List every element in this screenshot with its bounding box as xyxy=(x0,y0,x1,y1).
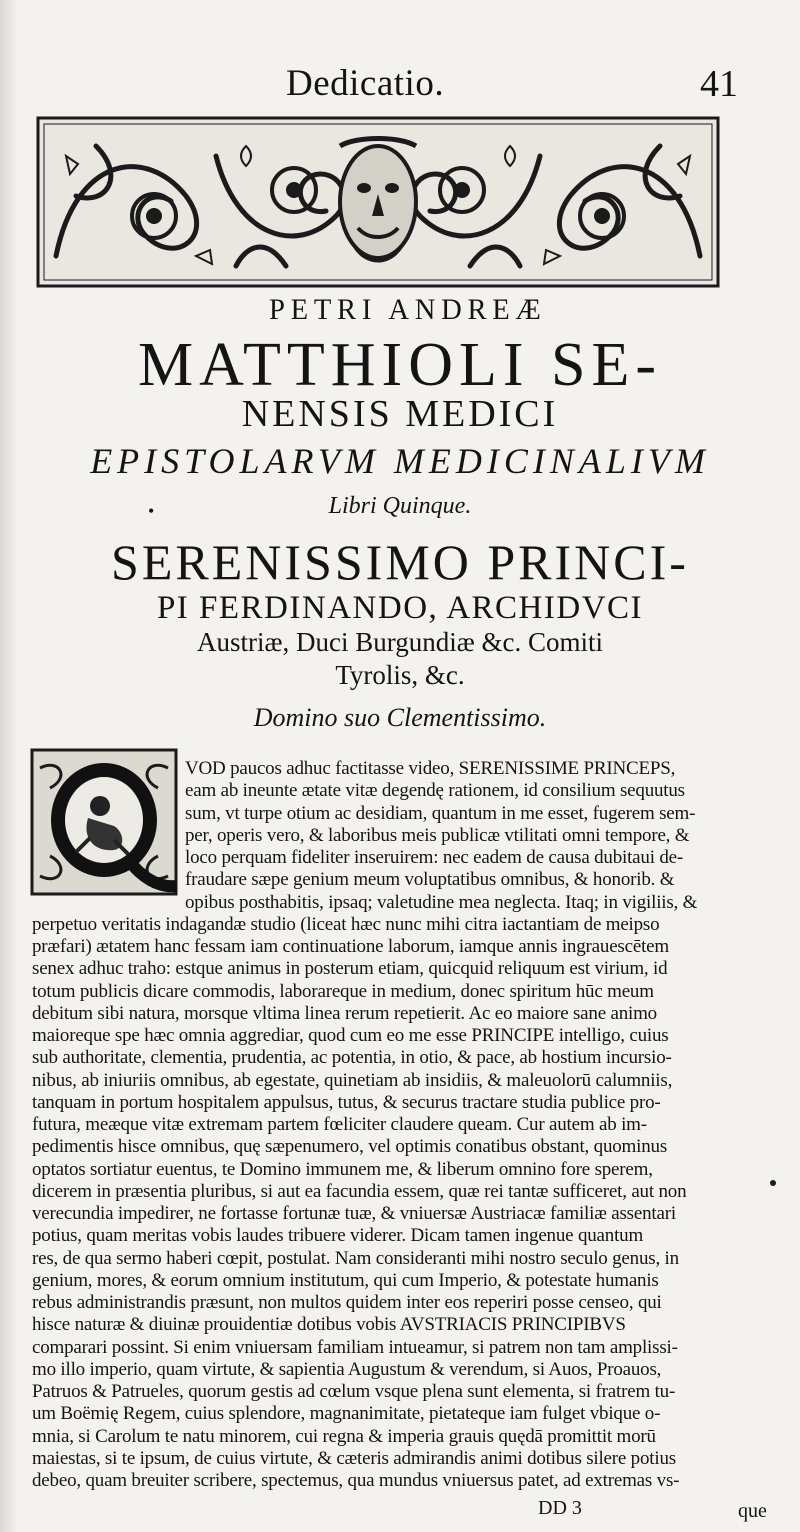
body-line: mo illo imperio, quam virtute, & sapientia Augustum & verendum, si Auos, Proauos, xyxy=(32,1358,662,1380)
body-line: fraudare sæpe genium meum voluptatibus omnibus, & honorib. & xyxy=(185,869,675,891)
body-line: debitum sibi natura, morsque vltima linea rerum repetierit. Ac eo maiore sane animo xyxy=(32,1002,657,1024)
decorated-initial-q xyxy=(30,748,178,896)
catchword: que xyxy=(738,1500,767,1522)
dedication-line-4: Tyrolis, &c. xyxy=(335,660,465,690)
body-line: per, operis vero, & laboribus meis publicæ vtilitati omni tempore, & xyxy=(185,824,690,846)
body-line: rebus administrandis præsunt, non multos quidem inter eos reperiri posse censeo, qui xyxy=(32,1292,662,1313)
body-line: maiestas, si te ipsum, de cuius virtute, & cæteris admirandis animi dotibus silere potius xyxy=(32,1447,676,1469)
work-title: EPISTOLARVM MEDICINALIVM xyxy=(90,441,710,481)
body-line: potius, quam meritas vobis laudes tribuere viderer. Dicam tamen ingenue quantum xyxy=(32,1225,644,1247)
body-line: um Boëmię Regem, cuius splendore, magnanimitate, pietateque iam fulget vbique o- xyxy=(32,1403,661,1425)
author-line-3: NENSIS MEDICI xyxy=(241,393,559,435)
headpiece-ornament-image xyxy=(36,116,720,288)
ink-speck xyxy=(770,1180,776,1186)
running-title: Dedicatio. xyxy=(286,63,445,104)
body-line: mnia, si Carolum te natu minorem, cui regna & imperia grauis quędā promittit morū xyxy=(32,1425,656,1447)
salutation: Domino suo Clementissimo. xyxy=(253,703,547,732)
body-line: futura, meæque vitæ extremam partem fœliciter claudere queam. Cur autem ab im- xyxy=(32,1114,647,1135)
body-line: pedimentis hisce omnibus, quę sæpenumero, vel optimis conatibus obstant, quominus xyxy=(32,1136,668,1158)
body-line: debeo, quam breuiter scribere, spectemus, qua mundus vniuersus patet, ad extremas vs- xyxy=(32,1470,680,1491)
body-line: comparari possint. Si enim vniuersam familiam intueamur, si patrem non tam amplissi- xyxy=(32,1336,678,1358)
body-line: dicerem in præsentia pluribus, si aut ea facundia essem, quæ rei tantæ sufficeret, aut non xyxy=(32,1180,687,1202)
body-line: sub authoritate, clementia, prudentia, ac potentia, in otio, & pace, ab hostium incursio- xyxy=(32,1047,672,1069)
body-line: nibus, ab iniuriis omnibus, ab egestate, quinetiam ab insidiis, & maleuolorū calumniis, xyxy=(32,1069,673,1091)
body-line: tanquam in portum hospitalem appulsus, tutus, & securus tractare studia publice pro- xyxy=(32,1091,661,1113)
body-line: sum, vt turpe otium ac desidiam, quantum in me esset, fugerem sem- xyxy=(185,802,696,824)
books-line: Libri Quinque. xyxy=(328,493,472,519)
body-line: optatos sortiatur euentus, te Domino immunem me, & liberum omnino fore sperem, xyxy=(32,1158,653,1180)
body-line: Patruos & Patrueles, quorum gestis ad cœlum vsque plena sunt elementa, si fratrem tu- xyxy=(32,1381,676,1402)
dedication-line-1: SERENISSIMO PRINCI- xyxy=(111,534,689,590)
decorated-initial-image xyxy=(30,748,178,896)
body-line: verecundia impedirer, ne fortasse fortunæ tuæ, & vniuersæ Austriacæ familiæ assentari xyxy=(32,1203,676,1224)
body-line: maioreque spe hæc omnia aggrediar, quod cum eo me esse PRINCIPE intelligo, cuius xyxy=(32,1025,669,1046)
body-line: eam ab ineunte ætate vitæ degendę rationem, id consilium sequutus xyxy=(185,780,685,802)
dedication-line-3: Austriæ, Duci Burgundiæ &c. Comiti xyxy=(196,627,603,657)
body-line: senex adhuc traho: estque animus in posterum etiam, quicquid reliquum est virium, id xyxy=(32,958,668,980)
body-line: genium, mores, & eorum omnium institutum, qui cum Imperio, & potestate humanis xyxy=(32,1269,659,1291)
body-line: hisce naturæ & diuinæ prouidentiæ dotibus vobis AVSTRIACIS PRINCIPIBVS xyxy=(32,1314,626,1336)
bullet-mark: • xyxy=(148,501,155,521)
body-line: VOD paucos adhuc factitasse video, SERENISSIME PRINCEPS, xyxy=(185,758,676,779)
body-line: res, de qua sermo haberi cœpit, postulat. Nam consideranti mihi nostro seculo genus, in xyxy=(32,1247,679,1269)
body-line: præfari) ætatem hanc fessam iam continuatione laborum, iamque annis ingrauescētem xyxy=(32,936,669,957)
page-edge-shadow xyxy=(0,0,18,1532)
body-line: loco perquam fideliter inseruirem: nec eadem de causa dubitaui de- xyxy=(185,847,684,868)
body-line: totum publicis dicare commodis, laborareque in medium, donec spiritum hūc meum xyxy=(32,980,654,1002)
body-line: perpetuo veritatis indagandæ studio (liceat hæc nunc mihi citra iactantiam de meipso xyxy=(32,913,660,935)
body-line: opibus posthabitis, ipsaq; valetudine mea neglecta. Itaq; in vigiliis, & xyxy=(185,891,698,913)
ornamental-headpiece xyxy=(36,116,720,288)
page-number: 41 xyxy=(700,63,738,105)
author-line-2: MATTHIOLI SE- xyxy=(138,331,662,399)
signature-mark: DD 3 xyxy=(538,1497,582,1519)
author-line-1: PETRI ANDREÆ xyxy=(269,293,547,326)
running-head xyxy=(0,62,800,112)
dedication-line-2: PI FERDINANDO, ARCHIDVCI xyxy=(156,590,644,626)
